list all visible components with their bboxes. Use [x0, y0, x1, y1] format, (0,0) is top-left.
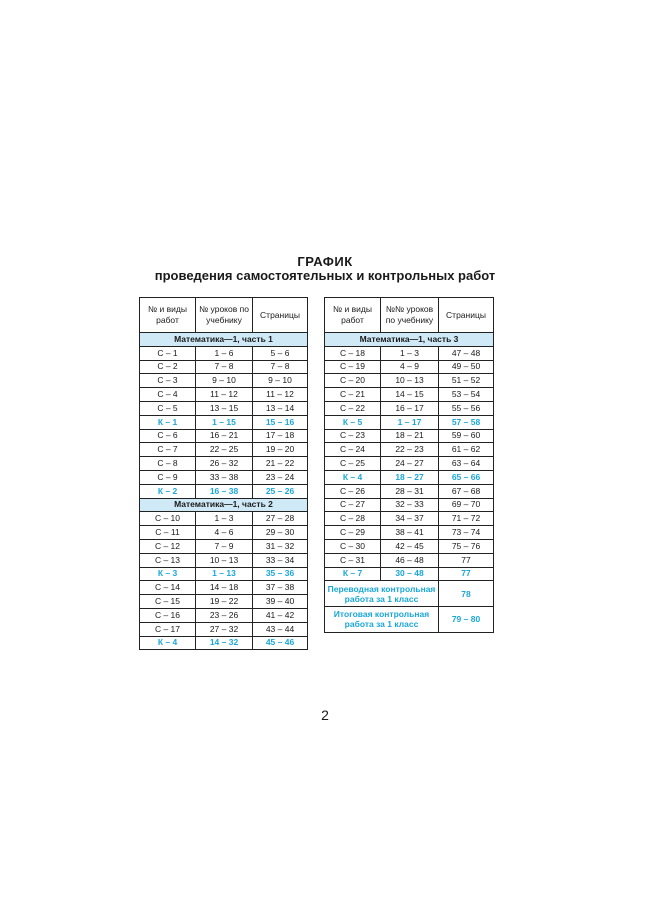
table-row [140, 443, 308, 457]
pages-cell: 11 – 12 [253, 388, 308, 402]
section-header-row [140, 333, 308, 347]
lessons-cell: 27 – 32 [196, 622, 253, 636]
table-row [140, 622, 308, 636]
lessons-cell: 13 – 15 [196, 401, 253, 415]
section-header-row [140, 498, 308, 512]
table-row [325, 388, 494, 402]
table-header-row [140, 298, 308, 333]
table-row [325, 360, 494, 374]
work-cell: С – 19 [325, 360, 381, 374]
control-work-row [140, 415, 308, 429]
lessons-cell: 1 – 13 [196, 567, 253, 581]
pages-cell: 57 – 58 [439, 415, 494, 429]
work-cell: С – 13 [140, 553, 196, 567]
work-cell: К – 4 [325, 470, 381, 484]
table-row [140, 539, 308, 553]
table-row [140, 401, 308, 415]
table-row [140, 595, 308, 609]
control-work-row [325, 567, 494, 581]
pages-cell: 77 [439, 567, 494, 581]
lessons-cell: 16 – 38 [196, 484, 253, 498]
work-cell: С – 3 [140, 374, 196, 388]
lessons-cell: 9 – 10 [196, 374, 253, 388]
lessons-cell: 22 – 25 [196, 443, 253, 457]
table-row [325, 401, 494, 415]
work-cell: С – 7 [140, 443, 196, 457]
lessons-cell: 42 – 45 [381, 539, 439, 553]
lessons-cell: 14 – 18 [196, 581, 253, 595]
pages-cell: 45 – 46 [253, 636, 308, 650]
table-row [325, 443, 494, 457]
lessons-cell: 1 – 15 [196, 415, 253, 429]
work-cell: С – 24 [325, 443, 381, 457]
pages-cell: 69 – 70 [439, 498, 494, 512]
lessons-cell: 1 – 3 [381, 346, 439, 360]
lessons-cell: 7 – 9 [196, 539, 253, 553]
work-cell: С – 15 [140, 595, 196, 609]
table-row [325, 457, 494, 471]
header-lessons: № уроков по учебнику [196, 298, 253, 333]
lessons-cell: 14 – 32 [196, 636, 253, 650]
work-cell: С – 27 [325, 498, 381, 512]
work-cell: К – 1 [140, 415, 196, 429]
work-cell: С – 23 [325, 429, 381, 443]
section-header-row [325, 333, 494, 347]
work-cell: С – 21 [325, 388, 381, 402]
work-cell: С – 2 [140, 360, 196, 374]
work-cell: С – 30 [325, 539, 381, 553]
test-label: Переводная контрольная работа за 1 класс [325, 581, 439, 607]
work-cell: С – 28 [325, 512, 381, 526]
table-row [325, 484, 494, 498]
lessons-cell: 46 – 48 [381, 553, 439, 567]
lessons-cell: 1 – 3 [196, 512, 253, 526]
table-row [140, 388, 308, 402]
pages-cell: 59 – 60 [439, 429, 494, 443]
lessons-cell: 18 – 21 [381, 429, 439, 443]
table-row [325, 346, 494, 360]
pages-cell: 19 – 20 [253, 443, 308, 457]
pages-cell: 35 – 36 [253, 567, 308, 581]
lessons-cell: 16 – 17 [381, 401, 439, 415]
table-row [140, 526, 308, 540]
lessons-cell: 23 – 26 [196, 608, 253, 622]
pages-cell: 37 – 38 [253, 581, 308, 595]
header-lessons: №№ уроков по учебнику [381, 298, 439, 333]
work-cell: С – 11 [140, 526, 196, 540]
lessons-cell: 24 – 27 [381, 457, 439, 471]
table-row [140, 512, 308, 526]
pages-cell: 15 – 16 [253, 415, 308, 429]
pages-cell: 27 – 28 [253, 512, 308, 526]
lessons-cell: 26 – 32 [196, 457, 253, 471]
lessons-cell: 16 – 21 [196, 429, 253, 443]
pages-cell: 31 – 32 [253, 539, 308, 553]
work-cell: С – 18 [325, 346, 381, 360]
pages-cell: 33 – 34 [253, 553, 308, 567]
pages-cell: 53 – 54 [439, 388, 494, 402]
schedule-table-right [324, 297, 494, 633]
pages-cell: 13 – 14 [253, 401, 308, 415]
lessons-cell: 22 – 23 [381, 443, 439, 457]
pages-cell: 39 – 40 [253, 595, 308, 609]
table-row [140, 374, 308, 388]
table-row [325, 374, 494, 388]
lessons-cell: 1 – 17 [381, 415, 439, 429]
table-row [325, 498, 494, 512]
pages-cell: 17 – 18 [253, 429, 308, 443]
pages-cell: 67 – 68 [439, 484, 494, 498]
pages-cell: 9 – 10 [253, 374, 308, 388]
table-row [325, 512, 494, 526]
work-cell: С – 29 [325, 526, 381, 540]
work-cell: С – 16 [140, 608, 196, 622]
lessons-cell: 19 – 22 [196, 595, 253, 609]
pages-cell: 5 – 6 [253, 346, 308, 360]
pages-cell: 78 [439, 581, 494, 607]
final-test-row [325, 606, 494, 632]
lessons-cell: 4 – 6 [196, 526, 253, 540]
pages-cell: 77 [439, 553, 494, 567]
work-cell: К – 3 [140, 567, 196, 581]
lessons-cell: 32 – 33 [381, 498, 439, 512]
header-work-type: № и виды работ [140, 298, 196, 333]
lessons-cell: 1 – 6 [196, 346, 253, 360]
work-cell: С – 31 [325, 553, 381, 567]
pages-cell: 75 – 76 [439, 539, 494, 553]
work-cell: К – 4 [140, 636, 196, 650]
lessons-cell: 7 – 8 [196, 360, 253, 374]
pages-cell: 73 – 74 [439, 526, 494, 540]
work-cell: С – 20 [325, 374, 381, 388]
work-cell: К – 5 [325, 415, 381, 429]
control-work-row [140, 484, 308, 498]
control-work-row [140, 636, 308, 650]
lessons-cell: 28 – 31 [381, 484, 439, 498]
work-cell: С – 10 [140, 512, 196, 526]
pages-cell: 49 – 50 [439, 360, 494, 374]
header-work-type: № и виды работ [325, 298, 381, 333]
document-title: ГРАФИК [297, 254, 353, 269]
pages-cell: 65 – 66 [439, 470, 494, 484]
lessons-cell: 14 – 15 [381, 388, 439, 402]
pages-cell: 63 – 64 [439, 457, 494, 471]
table-row [140, 470, 308, 484]
pages-cell: 7 – 8 [253, 360, 308, 374]
work-cell: С – 6 [140, 429, 196, 443]
pages-cell: 43 – 44 [253, 622, 308, 636]
document-subtitle: проведения самостоятельных и контрольных работ [154, 268, 496, 283]
pages-cell: 29 – 30 [253, 526, 308, 540]
lessons-cell: 18 – 27 [381, 470, 439, 484]
work-cell: С – 14 [140, 581, 196, 595]
table-row [140, 360, 308, 374]
lessons-cell: 33 – 38 [196, 470, 253, 484]
pages-cell: 71 – 72 [439, 512, 494, 526]
pages-cell: 51 – 52 [439, 374, 494, 388]
lessons-cell: 38 – 41 [381, 526, 439, 540]
work-cell: С – 4 [140, 388, 196, 402]
test-label: Итоговая контрольная работа за 1 класс [325, 606, 439, 632]
table-row [140, 581, 308, 595]
pages-cell: 47 – 48 [439, 346, 494, 360]
header-pages: Страницы [439, 298, 494, 333]
table-row [140, 346, 308, 360]
work-cell: С – 5 [140, 401, 196, 415]
table-row [325, 429, 494, 443]
pages-cell: 25 – 26 [253, 484, 308, 498]
table-row [325, 553, 494, 567]
lessons-cell: 10 – 13 [381, 374, 439, 388]
control-work-row [325, 415, 494, 429]
work-cell: С – 12 [140, 539, 196, 553]
table-row [325, 526, 494, 540]
table-row [140, 608, 308, 622]
table-row [325, 539, 494, 553]
page-number: 2 [321, 707, 329, 723]
lessons-cell: 4 – 9 [381, 360, 439, 374]
work-cell: К – 7 [325, 567, 381, 581]
work-cell: С – 22 [325, 401, 381, 415]
control-work-row [325, 470, 494, 484]
header-pages: Страницы [253, 298, 308, 333]
pages-cell: 21 – 22 [253, 457, 308, 471]
work-cell: С – 9 [140, 470, 196, 484]
section-title: Математика—1, часть 3 [325, 333, 494, 347]
lessons-cell: 30 – 48 [381, 567, 439, 581]
section-title: Математика—1, часть 1 [140, 333, 308, 347]
work-cell: К – 2 [140, 484, 196, 498]
pages-cell: 41 – 42 [253, 608, 308, 622]
table-header-row [325, 298, 494, 333]
final-test-row [325, 581, 494, 607]
lessons-cell: 11 – 12 [196, 388, 253, 402]
table-row [140, 429, 308, 443]
work-cell: С – 17 [140, 622, 196, 636]
pages-cell: 61 – 62 [439, 443, 494, 457]
pages-cell: 79 – 80 [439, 606, 494, 632]
table-row [140, 553, 308, 567]
schedule-table-left [139, 297, 308, 650]
pages-cell: 55 – 56 [439, 401, 494, 415]
pages-cell: 23 – 24 [253, 470, 308, 484]
control-work-row [140, 567, 308, 581]
work-cell: С – 26 [325, 484, 381, 498]
work-cell: С – 25 [325, 457, 381, 471]
table-row [140, 457, 308, 471]
work-cell: С – 8 [140, 457, 196, 471]
lessons-cell: 10 – 13 [196, 553, 253, 567]
work-cell: С – 1 [140, 346, 196, 360]
section-title: Математика—1, часть 2 [140, 498, 308, 512]
lessons-cell: 34 – 37 [381, 512, 439, 526]
